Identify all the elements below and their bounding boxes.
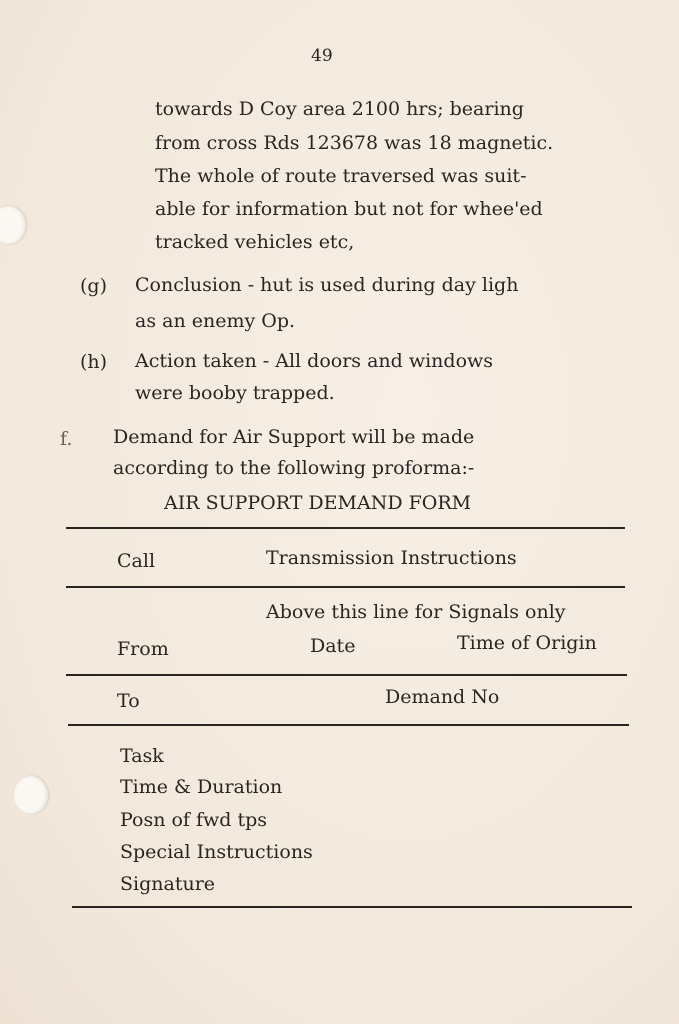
form-rule-4	[68, 724, 629, 726]
paragraph-line-2: from cross Rds 123678 was 18 magnetic.	[155, 132, 554, 154]
punch-hole-bottom	[14, 776, 48, 814]
form-rule-3	[66, 674, 627, 676]
item-f-marker: f.	[60, 428, 73, 450]
form-time-of-origin-label: Time of Origin	[457, 632, 597, 654]
form-rule-bottom	[72, 906, 632, 908]
form-rule-1	[66, 527, 625, 529]
item-h-line-2: were booby trapped.	[135, 382, 335, 404]
form-field-posn-fwd-tps: Posn of fwd tps	[120, 809, 268, 831]
form-call-label: Call	[117, 550, 156, 572]
item-g-marker: (g)	[80, 275, 107, 297]
form-signals-note: Above this line for Signals only	[266, 601, 566, 623]
item-h-line-1: Action taken - All doors and windows	[135, 350, 494, 372]
paragraph-line-3: The whole of route traversed was suit-	[155, 165, 527, 187]
form-field-signature: Signature	[120, 873, 216, 895]
form-from-label: From	[117, 638, 169, 660]
form-date-label: Date	[310, 635, 356, 657]
item-g-line-1: Conclusion - hut is used during day ligh	[135, 274, 519, 296]
form-to-label: To	[117, 690, 140, 712]
punch-hole-top	[0, 206, 26, 244]
item-g-line-2: as an enemy Op.	[135, 310, 296, 332]
form-demand-no-label: Demand No	[385, 686, 500, 708]
paragraph-line-4: able for information but not for whee'ed	[155, 198, 543, 220]
paragraph-line-1: towards D Coy area 2100 hrs; bearing	[155, 98, 524, 120]
paragraph-line-5: tracked vehicles etc,	[155, 231, 355, 253]
form-field-special-instructions: Special Instructions	[120, 841, 313, 863]
form-title: AIR SUPPORT DEMAND FORM	[164, 492, 472, 514]
form-field-time-duration: Time & Duration	[120, 776, 283, 798]
form-rule-2	[66, 586, 625, 588]
page-number: 49	[311, 46, 333, 66]
form-transmission-label: Transmission Instructions	[266, 547, 517, 569]
form-field-task: Task	[120, 745, 164, 767]
item-h-marker: (h)	[80, 351, 108, 373]
item-f-line-2: according to the following proforma:-	[113, 457, 475, 479]
item-f-line-1: Demand for Air Support will be made	[113, 426, 475, 448]
